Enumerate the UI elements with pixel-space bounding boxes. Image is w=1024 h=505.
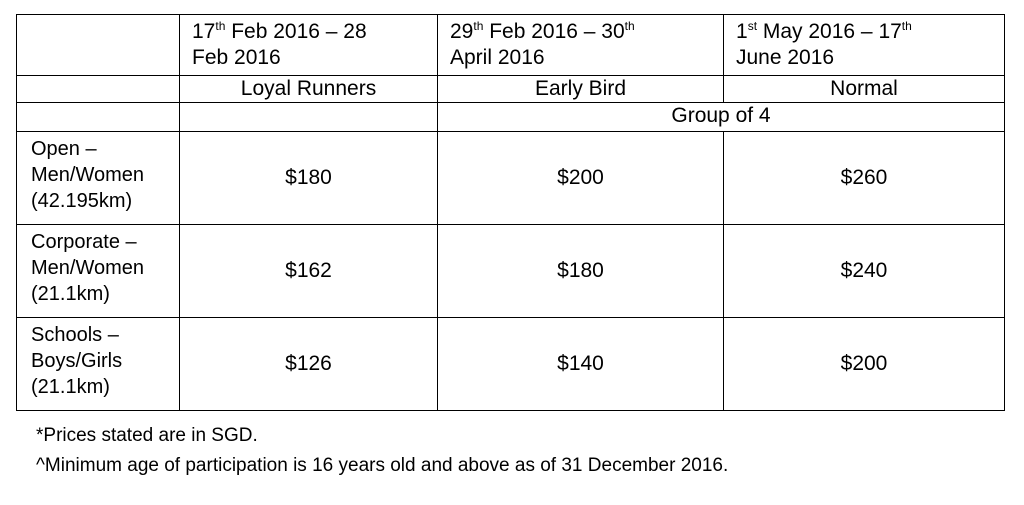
category-name: Open – — [31, 138, 97, 160]
price-cell: $200 — [438, 132, 724, 225]
ordinal-suffix: st — [747, 19, 758, 33]
empty-cell — [180, 103, 438, 132]
period-start-line — [192, 19, 437, 45]
price-cell: $240 — [724, 225, 1005, 318]
period-text: Feb 2016 – 30 — [483, 20, 625, 43]
age-note: ^Minimum age of participation is 16 years old and above as of 31 December 2016. — [36, 455, 729, 476]
corner-cell — [17, 15, 180, 76]
empty-cell — [17, 76, 180, 103]
period-header-cell — [438, 15, 724, 76]
category-distance: (21.1km) — [31, 376, 110, 398]
ordinal-suffix: th — [473, 19, 484, 33]
price-cell: $126 — [180, 318, 438, 411]
category-distance: (42.195km) — [31, 190, 133, 212]
table-row — [17, 132, 1005, 225]
tier-header-row — [17, 76, 1005, 103]
currency-note: *Prices stated are in SGD. — [36, 425, 258, 446]
period-day: 29 — [450, 20, 474, 43]
category-distance: (21.1km) — [31, 283, 110, 305]
period-start-line — [736, 19, 1004, 45]
tier-label: Early Bird — [438, 76, 724, 103]
category-cell — [17, 132, 180, 225]
category-name: Schools – — [31, 324, 119, 346]
period-header-cell — [724, 15, 1005, 76]
price-cell: $162 — [180, 225, 438, 318]
group-header-row — [17, 103, 1005, 132]
category-cell — [17, 225, 180, 318]
price-cell: $140 — [438, 318, 724, 411]
period-end-line: Feb 2016 — [192, 46, 281, 69]
period-end-line: June 2016 — [736, 46, 835, 69]
period-start-line — [450, 19, 723, 45]
price-cell: $260 — [724, 132, 1005, 225]
table-row — [17, 318, 1005, 411]
period-day: 1 — [736, 20, 748, 43]
category-gender: Men/Women — [31, 164, 145, 186]
table-row — [17, 225, 1005, 318]
period-day: 17 — [192, 20, 216, 43]
ordinal-suffix: th — [215, 19, 226, 33]
category-gender: Men/Women — [31, 257, 145, 279]
period-header-row — [17, 15, 1005, 76]
footnotes — [36, 421, 728, 481]
period-text: Feb 2016 – 28 — [225, 20, 367, 43]
price-cell: $180 — [180, 132, 438, 225]
category-gender: Boys/Girls — [31, 350, 123, 372]
tier-label: Loyal Runners — [180, 76, 438, 103]
period-header-cell — [180, 15, 438, 76]
group-label: Group of 4 — [438, 103, 1005, 132]
price-cell: $180 — [438, 225, 724, 318]
period-end-line: April 2016 — [450, 46, 545, 69]
category-cell — [17, 318, 180, 411]
category-name: Corporate – — [31, 231, 137, 253]
price-cell: $200 — [724, 318, 1005, 411]
empty-cell — [17, 103, 180, 132]
ordinal-suffix: th — [624, 19, 635, 33]
tier-label: Normal — [724, 76, 1005, 103]
ordinal-suffix: th — [901, 19, 912, 33]
period-text: May 2016 – 17 — [757, 20, 902, 43]
race-fees-table — [16, 14, 1005, 411]
